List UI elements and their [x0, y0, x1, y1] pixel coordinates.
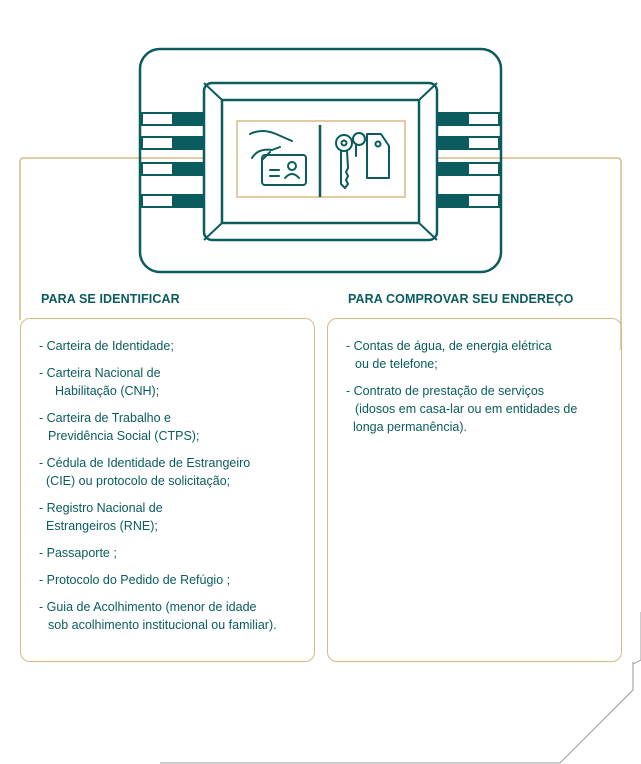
list-item: - Passaporte ; — [39, 546, 117, 560]
address-list — [328, 319, 621, 436]
list-item: - Protocolo do Pedido de Refúgio ; — [39, 573, 231, 587]
address-panel — [327, 318, 622, 662]
list-item: - Registro Nacional de Estrangeiros (RNE); — [39, 501, 163, 533]
address-heading: PARA COMPROVAR SEU ENDEREÇO — [348, 292, 574, 306]
list-item: - Carteira Nacional de Habilitação (CNH); — [39, 366, 161, 398]
list-item: - Contas de água, de energia elétrica ou de telefone; — [346, 339, 552, 371]
left-connectors — [142, 113, 204, 207]
identify-list — [21, 319, 314, 634]
list-item: - Carteira de Identidade; — [39, 339, 174, 353]
identify-panel — [20, 318, 315, 662]
list-item: - Cédula de Identidade de Estrangeiro (CIE) ou protocolo de solicitação; — [39, 456, 251, 488]
list-item: - Carteira de Trabalho e Previdência Social (CTPS); — [39, 411, 200, 443]
documents-illustration — [0, 0, 641, 300]
list-item: - Contrato de prestação de serviços (idosos em casa-lar ou em entidades de longa permanência). — [346, 384, 578, 434]
list-item: - Guia de Acolhimento (menor de idade sob acolhimento institucional ou familiar). — [39, 600, 277, 632]
identify-heading: PARA SE IDENTIFICAR — [41, 292, 180, 306]
